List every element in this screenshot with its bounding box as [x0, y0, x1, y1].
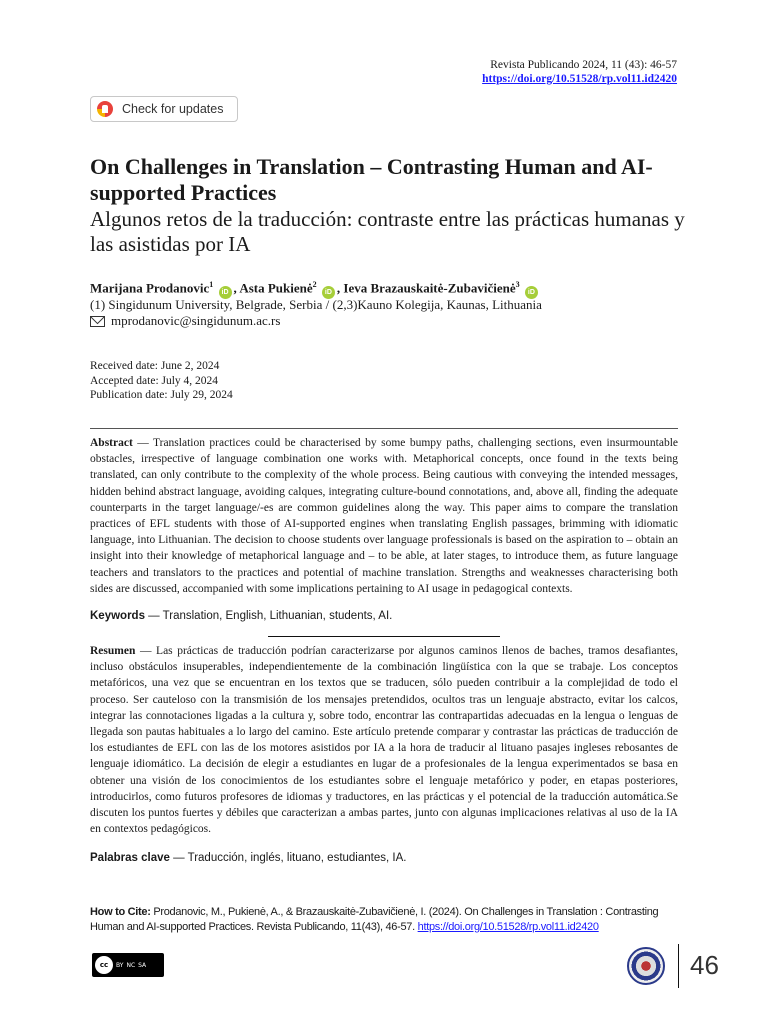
- author-name: Ieva Brazauskaitė-Zubavičienė: [343, 280, 516, 296]
- abstract-label: Abstract: [90, 437, 133, 449]
- author-sup: 2: [312, 280, 317, 289]
- affiliation: (1) Singidunum University, Belgrade, Serbia / (2,3)Kauno Kolegija, Kaunas, Lithuania: [90, 297, 542, 312]
- envelope-icon: [90, 316, 105, 327]
- keywords-text: — Translation, English, Lithuanian, students, AI.: [144, 610, 393, 622]
- divider: [90, 428, 678, 429]
- cite-label: How to Cite:: [90, 906, 151, 918]
- cc-license-badge[interactable]: [92, 953, 164, 977]
- abstract-text: — Translation practices could be characterised by some bumpy paths, challenging sections, even insurmountable obstacles, irrespective of language combination one works with. Metaphorical concepts, once found in the texts being translated, can only contribute to the complexity of the whole process. Being cautious with conveying the intended messages, hidden behind abstract language, avoiding calques, integrating culture-bound connotations, and, above all, finding the adequate counterparts in the target language/-es are common guidelines along the way. This paper aims to compare the translation practices of EFL students with those of AI-supported engines when translating English passages, brimming with idiomatic language, into Lithuanian. The decision to choose students over language professionals is based on the aspiration to – obtain an insight into their knowledge of metaphorical language and – to be able, at later stages, to introduce them, as future language teachers and translators to the practices and potential of machine translation. Strengths and weaknesses characterising both sides are discussed, accompanied with some implications pertaining to AI usage in pedagogical contexts.: [90, 437, 678, 595]
- paper-subtitle: Algunos retos de la traducción: contraste entre las prácticas humanas y las asistidas por IA: [90, 207, 685, 256]
- page-number: 46: [690, 950, 719, 980]
- email-line: [90, 313, 280, 329]
- accepted-date: Accepted date: July 4, 2024: [90, 374, 219, 387]
- keywords: [90, 610, 392, 622]
- resumen-text: — Las prácticas de traducción podrían caracterizarse por algunos caminos llenos de baches, tramos desafiantes, incluso obstáculos insuperables, independientemente de la combinación lingüística con la que se trabaje. Los conceptos metafóricos, una vez que se encuentran en los textos que se traducen, sólo pueden contribuir a la complejidad de todo el proceso. Ser cauteloso con la transmisión de los mensajes pretendidos, ocultos tras un lenguaje abstracto, evitar los calcos, integrar las connotaciones ligadas a la cultura y, sobre todo, encontrar las contrapartidas adecuadas en la lengua o lenguas de llegada son pautas habituales a lo largo del camino. Este artículo pretende comparar y contrastar las prácticas de traducción de los estudiantes de EFL con las de los motores asistidos por IA a la hora de traducir al lituano pasajes ingleses rebosantes de lenguaje idiomático. La decisión de elegir a estudiantes en lugar de a profesionales de la lengua experimentados se basa en obtener una visión de los conocimientos de los estudiantes sobre el lenguaje metafórico y poder, en etapas posteriores, introducirlos, como futuros profesores de idiomas y traductores, en las prácticas y el potencial de la traducción automática.Se discuten los puntos fuertes y débiles que caracterizan a ambas partes, junto con algunas implicaciones relativas al uso de la IA en contextos pedagógicos.: [90, 645, 678, 836]
- palabras-clave: [90, 852, 406, 864]
- author-sup: 1: [209, 280, 214, 289]
- divider: [678, 944, 679, 988]
- crossmark-icon: [97, 101, 113, 117]
- palabras-label: Palabras clave: [90, 852, 170, 864]
- nc-label: NC: [126, 961, 136, 969]
- dates-block: [90, 359, 233, 403]
- journal-seal-icon: [627, 947, 665, 985]
- sa-label: SA: [138, 961, 147, 969]
- author-list: Marijana Prodanovic$^1$ iD , Asta Pukienė$^2$ iD , Ieva Brazauskaitė-Zubavičienė$^3$ iD: [90, 280, 540, 299]
- keywords-label: Keywords: [90, 610, 145, 622]
- journal-header: [482, 58, 677, 86]
- orcid-icon[interactable]: iD: [322, 286, 335, 299]
- by-label: BY: [116, 961, 124, 969]
- check-for-updates-button[interactable]: [90, 96, 238, 122]
- paper-title: On Challenges in Translation – Contrasting Human and AI-supported Practices: [90, 154, 653, 205]
- publication-date: Publication date: July 29, 2024: [90, 389, 233, 401]
- cite-text: Prodanovic, M., Pukienė, A., & Brazauskaitė-Zubavičienė, I. (2024). On Challenges in Translation : Contrasting Human and AI-supported Practices. Revista Publicando, 11(43), 46-57.: [90, 906, 659, 933]
- divider: [268, 636, 500, 637]
- how-to-cite: [90, 905, 680, 934]
- author-name: Asta Pukienė: [239, 280, 313, 296]
- resumen: [90, 643, 678, 837]
- email-address[interactable]: mprodanovic@singidunum.ac.rs: [111, 313, 281, 328]
- journal-citation: Revista Publicando 2024, 11 (43): 46-57: [490, 59, 677, 71]
- cite-doi-link[interactable]: https://doi.org/10.51528/rp.vol11.id2420: [417, 920, 599, 933]
- cc-icon: cc: [95, 956, 113, 974]
- received-date: Received date: June 2, 2024: [90, 360, 220, 372]
- palabras-text: — Traducción, inglés, lituano, estudiantes, IA.: [169, 852, 407, 864]
- author-sup: 3: [515, 280, 520, 289]
- resumen-label: Resumen: [90, 645, 136, 657]
- orcid-icon[interactable]: iD: [219, 286, 232, 299]
- doi-link[interactable]: https://doi.org/10.51528/rp.vol11.id2420: [482, 73, 677, 85]
- author-name: Marijana Prodanovic: [90, 280, 210, 296]
- orcid-icon[interactable]: iD: [525, 286, 538, 299]
- check-for-updates-label: Check for updates: [122, 102, 224, 116]
- abstract: [90, 435, 678, 597]
